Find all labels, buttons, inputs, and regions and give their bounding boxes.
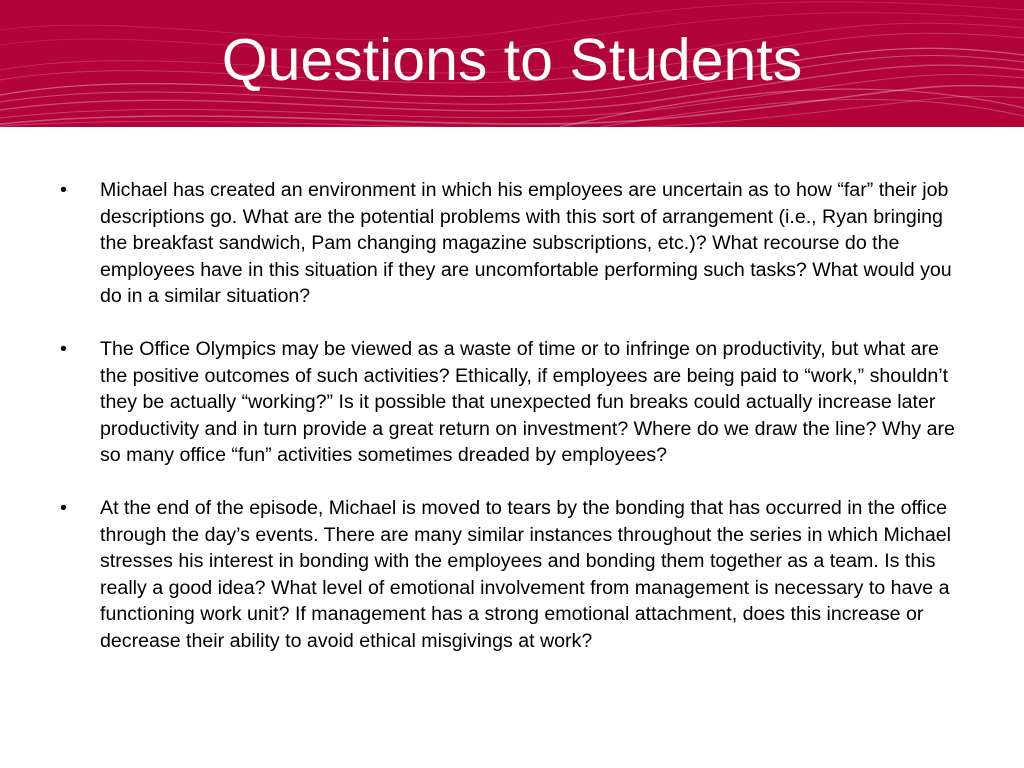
bullet-text: Michael has created an environment in which his employees are uncertain as to how “far” their job descriptions go. What are the potential problems with this sort of arrangement (i.e., Ryan bringing the breakfast sandwich, Pam changing magazine subscriptions, etc.)? What recourse do the employees have in this situation if they are uncomfortable performing such tasks? What would you do in a similar situation? [100,179,952,307]
title-banner [0,0,1024,127]
bullet-item [60,495,970,654]
slide-body [60,177,970,681]
slide-title: Questions to Students [221,27,803,93]
bullet-icon: • [60,497,67,519]
bullet-text: The Office Olympics may be viewed as a waste of time or to infringe on productivity, but what are the positive outcomes of such activities? Ethically, if employees are being paid to “work,” shouldn’t they be actually “working?” Is it possible that unexpected fun breaks could actually increase later productivity and in turn provide a great return on investment? Where do we draw the line? Why are so many office “fun” activities sometimes dreaded by employees? [100,338,955,466]
bullet-item [60,177,970,310]
bullet-icon: • [60,179,67,201]
bullet-item [60,336,970,469]
bullet-text: At the end of the episode, Michael is moved to tears by the bonding that has occurred in the office through the day’s events. There are many similar instances throughout the series in which Michael stresses his interest in bonding with the employees and bonding them together as a team. Is this really a good idea? What level of emotional involvement from management is necessary to have a functioning work unit? If management has a strong emotional attachment, does this increase or decrease their ability to avoid ethical misgivings at work? [100,497,951,652]
bullet-list [60,177,970,654]
bullet-icon: • [60,338,67,360]
